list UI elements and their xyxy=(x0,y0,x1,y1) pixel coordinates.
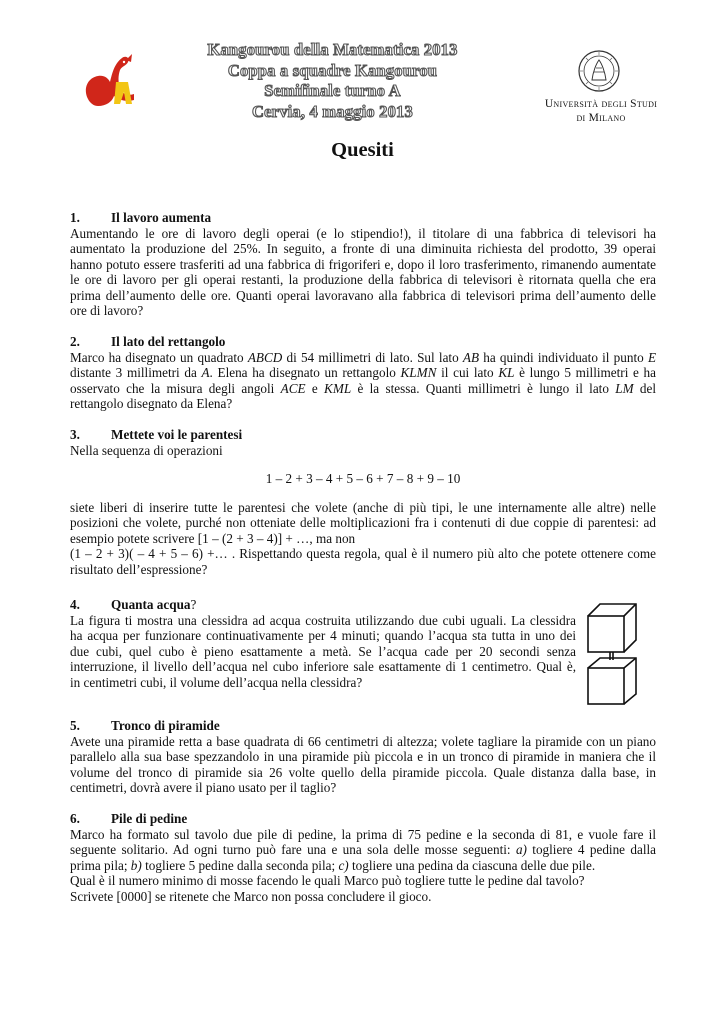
contest-title xyxy=(190,40,475,122)
text-line: Aumentando le ore di lavoro degli operai (e lo stipendio!), il titolare di una fabbrica di televisori ha xyxy=(70,225,656,241)
text-line: ha acqua per funzionare continuativamente per 4 minuti; quando l’acqua sta tutta in uno dei xyxy=(70,628,576,643)
problem-heading xyxy=(70,334,656,350)
page-title: Quesiti xyxy=(331,139,394,161)
text-line: posizioni che volete, purché non otteniate delle moltiplicazioni fra i contenuti di due coppie di parentesi: ad xyxy=(70,515,656,530)
problem-heading xyxy=(70,597,576,613)
problem-number: 6. xyxy=(70,811,80,826)
kangaroo-logo xyxy=(76,52,142,110)
expression: 1 – 2 + 3 – 4 + 5 – 6 + 7 – 8 + 9 – 10 xyxy=(265,471,461,486)
university-name-line: di Milano xyxy=(576,111,626,124)
problem-2 xyxy=(70,334,656,412)
problem-heading xyxy=(70,427,656,443)
problem-heading xyxy=(70,718,656,734)
hourglass-cubes-figure xyxy=(586,602,640,706)
text-line: centimetri, dovrà avere il piano usato per il taglio? xyxy=(70,780,337,795)
text-line: ore di lavoro? xyxy=(70,303,144,318)
problem-heading xyxy=(70,811,656,827)
text-line: La figura ti mostra una clessidra ad acqua costruita utilizzando due cubi uguali. La clessidra xyxy=(70,612,576,628)
text-line: in centimetri cubi, il volume dell’acqua nella clessidra? xyxy=(70,674,363,690)
contest-title-line: Semifinale turno A xyxy=(264,81,401,100)
problem-text xyxy=(70,443,656,578)
problem-number: 2. xyxy=(70,334,80,349)
problem-title: Il lavoro aumenta xyxy=(111,210,212,225)
text-line: prima dell’aumento delle ore. Quanti operai lavoravano alla fabbrica di televisori prima dell’aumento delle xyxy=(70,287,656,303)
problem-title-suffix: ? xyxy=(190,597,197,612)
problem-6 xyxy=(70,811,656,904)
contest-title-line: Kangourou della Matematica 2013 xyxy=(207,40,458,59)
text-line: hanno potuto essere trasferiti ad una fabbrica di frigoriferi e, dopo il loro trasferimento, rimanendo aumentate xyxy=(70,256,656,272)
problem-number: 5. xyxy=(70,718,80,733)
text-line: Marco ha formato sul tavolo due pile di pedine, la prima di 75 pedine e la seconda di 81, e vuole fare il xyxy=(70,826,656,842)
text-line: Nella sequenza di operazioni xyxy=(70,442,223,458)
problem-number: 1. xyxy=(70,210,80,225)
problem-number: 4. xyxy=(70,597,80,612)
problem-title: Tronco di piramide xyxy=(111,718,220,733)
text-line: esempio potete scrivere [1 – (2 + 3 – 4)] + …, ma non xyxy=(70,530,356,546)
text-line: Avete una piramide retta a base quadrata di 66 centimetri di altezza; volete tagliare la piramide con un piano xyxy=(70,733,656,749)
contest-title-line: Coppa a squadre Kangourou xyxy=(227,60,438,80)
text-line: Marco ha disegnato un quadrato ABCD di 54 millimetri di lato. Sul lato AB ha quindi individuato il punto E xyxy=(70,349,656,365)
text-line: distante 3 millimetri da A. Elena ha disegnato un rettangolo KLMN il cui lato KL è lungo 5 millimetri e ha xyxy=(70,365,657,380)
university-seal xyxy=(578,50,620,92)
university-name-line: Università degli Studi xyxy=(544,98,658,110)
text-line: siete liberi di inserire tutte le parentesi che volete (anche di più tipi, le une internamente alle altre) nelle xyxy=(70,499,656,515)
problem-title: Il lato del rettangolo xyxy=(111,334,226,349)
text-line: seguente solitario. Ad ogni turno può fare una e una sola delle mosse seguenti: a) togliere 4 pedine dalla xyxy=(70,842,657,857)
problem-1 xyxy=(70,210,656,319)
text-line: aumentato la produzione del 25%. In seguito, a fronte di una diminuita richiesta del prodotto, 39 operai xyxy=(70,241,656,256)
problem-text xyxy=(70,350,656,412)
text-line: Qual è il numero minimo di mosse facendo le quali Marco può togliere tutte le pedine dal tavolo? xyxy=(70,873,585,888)
text-line: osservato che la misura degli angoli ACE e KML è la stessa. Quanti millimetri è lungo il lato LM del xyxy=(70,380,656,396)
problem-number: 3. xyxy=(70,427,80,442)
problem-4 xyxy=(70,597,576,690)
text-line: prima pila; b) togliere 5 pedine dalla seconda pila; c) togliere una pedina da ciascuna delle due pile. xyxy=(70,857,596,873)
problem-text xyxy=(70,734,656,796)
text-line: parallelo alla sua base spezzandolo in una piramide più piccola e in un tronco di piramide in maniera che il xyxy=(70,749,656,764)
problem-title: Pile di pedine xyxy=(111,811,188,826)
text-line: Scrivete [0000] se ritenete che Marco non possa concludere il gioco. xyxy=(70,888,432,904)
text-line: interruzione, il livello dell’acqua nel cubo inferiore sale esattamente di 1 centimetro. Qual è, xyxy=(70,659,576,674)
problem-text xyxy=(70,613,576,691)
university-name xyxy=(536,98,666,125)
text-line: due cubi, quel cubo è pieno esattamente a metà. Se l’acqua cade per 20 secondi senza xyxy=(70,643,576,659)
problem-heading xyxy=(70,210,656,226)
text-line: risultato dell’espressione? xyxy=(70,561,208,577)
problem-title: Mettete voi le parentesi xyxy=(111,427,243,442)
text-line: (1 – 2 + 3)( – 4 + 5 – 6) +… . Rispettando questa regola, qual è il numero più alto che potete ottenere come xyxy=(70,546,656,561)
text-line: volume del tronco di piramide sia 26 volte quello della piramide piccola. Quale distanza dalla base, in xyxy=(70,764,656,780)
problem-3 xyxy=(70,427,656,577)
text-line: rettangolo disegnato da Elena? xyxy=(70,396,233,411)
problem-title: Quanta acqua xyxy=(111,597,191,612)
contest-title-line: Cervia, 4 maggio 2013 xyxy=(252,101,413,121)
problem-text xyxy=(70,226,656,319)
problem-text xyxy=(70,827,656,905)
text-line: le ore di lavoro per gli operai restanti, la produzione della fabbrica di televisori è ritornata quella che era xyxy=(70,272,656,287)
problem-5 xyxy=(70,718,656,796)
